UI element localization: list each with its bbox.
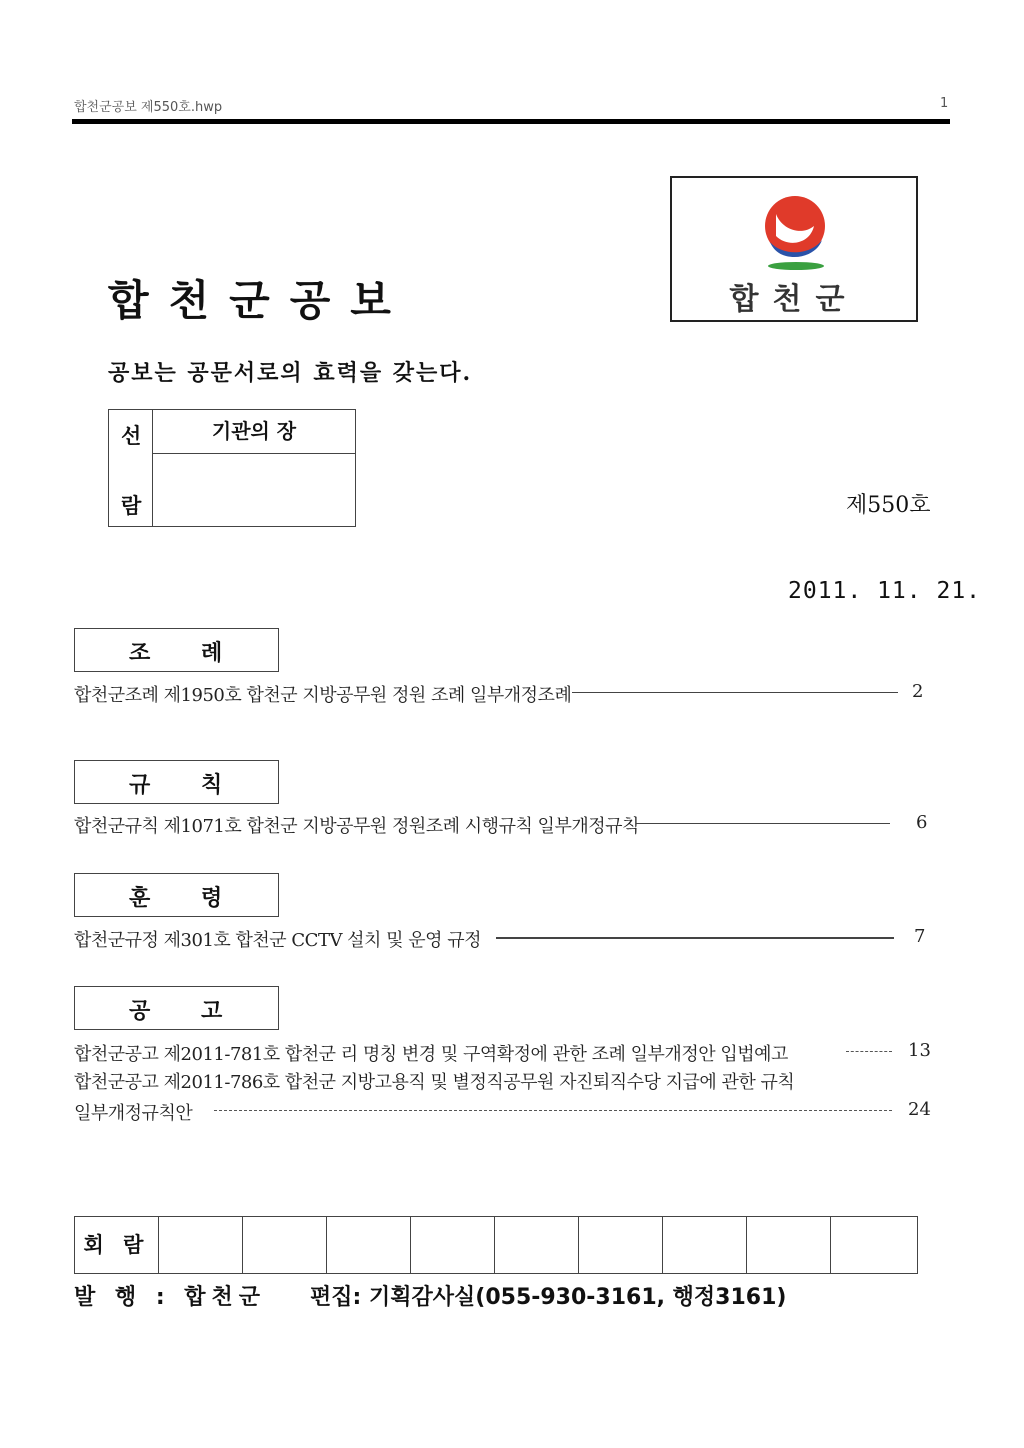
issue-date: 2011. 11. 21. (788, 578, 982, 604)
circulation-cell (579, 1217, 663, 1273)
toc-page: 6 (916, 812, 928, 833)
toc-entry-notice-2-cont: 일부개정규칙안 (74, 1103, 193, 1124)
footer-editor: 편집: 기획감사실(055-930-3161, 행정3161) (310, 1285, 787, 1310)
toc-entry-notice-1: 합천군공고 제2011-781호 합천군 리 명칭 변경 및 구역확정에 관한 조례 일부개정안 입법예고 (74, 1044, 788, 1065)
review-char-2: 람 (121, 494, 142, 518)
section-heading-char: 공 (129, 999, 151, 1024)
leader-line (572, 692, 898, 693)
toc-entry-directive: 합천군규정 제301호 합천군 CCTV 설치 및 운영 규정 (74, 930, 482, 951)
circulation-cell (327, 1217, 411, 1273)
section-heading-char: 령 (201, 886, 223, 911)
header-rule (72, 119, 950, 124)
section-heading-char: 조 (129, 641, 151, 666)
emblem-land-icon (768, 262, 824, 270)
section-heading-char: 고 (201, 999, 223, 1024)
leader-line (214, 1110, 892, 1111)
review-char-1: 선 (121, 424, 142, 448)
circulation-cell (747, 1217, 831, 1273)
toc-entry-notice-2: 합천군공고 제2011-786호 합천군 지방고용직 및 별정직공무원 자진퇴직수당 지급에 관한 규칙 (74, 1072, 795, 1093)
footer (74, 1280, 786, 1311)
section-heading-char: 훈 (129, 886, 151, 911)
review-header: 기관의 장 (153, 410, 355, 454)
toc-entry-ordinance: 합천군조례 제1950호 합천군 지방공무원 정원 조례 일부개정조례 (74, 685, 572, 706)
circulation-cell (411, 1217, 495, 1273)
county-emblem-icon (752, 192, 838, 276)
header-page-number: 1 (940, 96, 949, 111)
circulation-cell (495, 1217, 579, 1273)
toc-entry-rule: 합천군규칙 제1071호 합천군 지방공무원 정원조례 시행규칙 일부개정규칙 (74, 816, 639, 837)
circulation-cell (831, 1217, 915, 1273)
toc-page: 7 (914, 926, 926, 947)
circulation-table (74, 1216, 918, 1274)
toc-page: 2 (912, 681, 924, 702)
footer-publisher: 발 행 : 합천군 (74, 1285, 267, 1310)
toc-page: 24 (908, 1099, 931, 1120)
subtitle: 공보는 공문서로의 효력을 갖는다. (108, 360, 473, 386)
review-label-column (109, 410, 153, 526)
logo-text: 합천군 (729, 282, 859, 317)
leader-line (846, 1051, 892, 1052)
section-ordinance-heading (74, 628, 279, 672)
section-rule-heading (74, 760, 279, 804)
header-filename: 합천군공보 제550호.hwp (74, 100, 223, 115)
leader-line (496, 937, 894, 939)
section-notice-heading (74, 986, 279, 1030)
circulation-cell (159, 1217, 243, 1273)
logo-box (670, 176, 918, 322)
section-heading-char: 칙 (201, 773, 223, 798)
section-heading-char: 례 (201, 641, 223, 666)
section-directive-heading (74, 873, 279, 917)
circulation-label: 회 람 (75, 1217, 159, 1273)
review-box (108, 409, 356, 527)
circulation-cell (243, 1217, 327, 1273)
page-title: 합천군공보 (108, 276, 411, 325)
leader-line (636, 823, 890, 824)
issue-number: 제550호 (846, 493, 931, 518)
section-heading-char: 규 (129, 773, 151, 798)
toc-page: 13 (908, 1040, 931, 1061)
circulation-cell (663, 1217, 747, 1273)
